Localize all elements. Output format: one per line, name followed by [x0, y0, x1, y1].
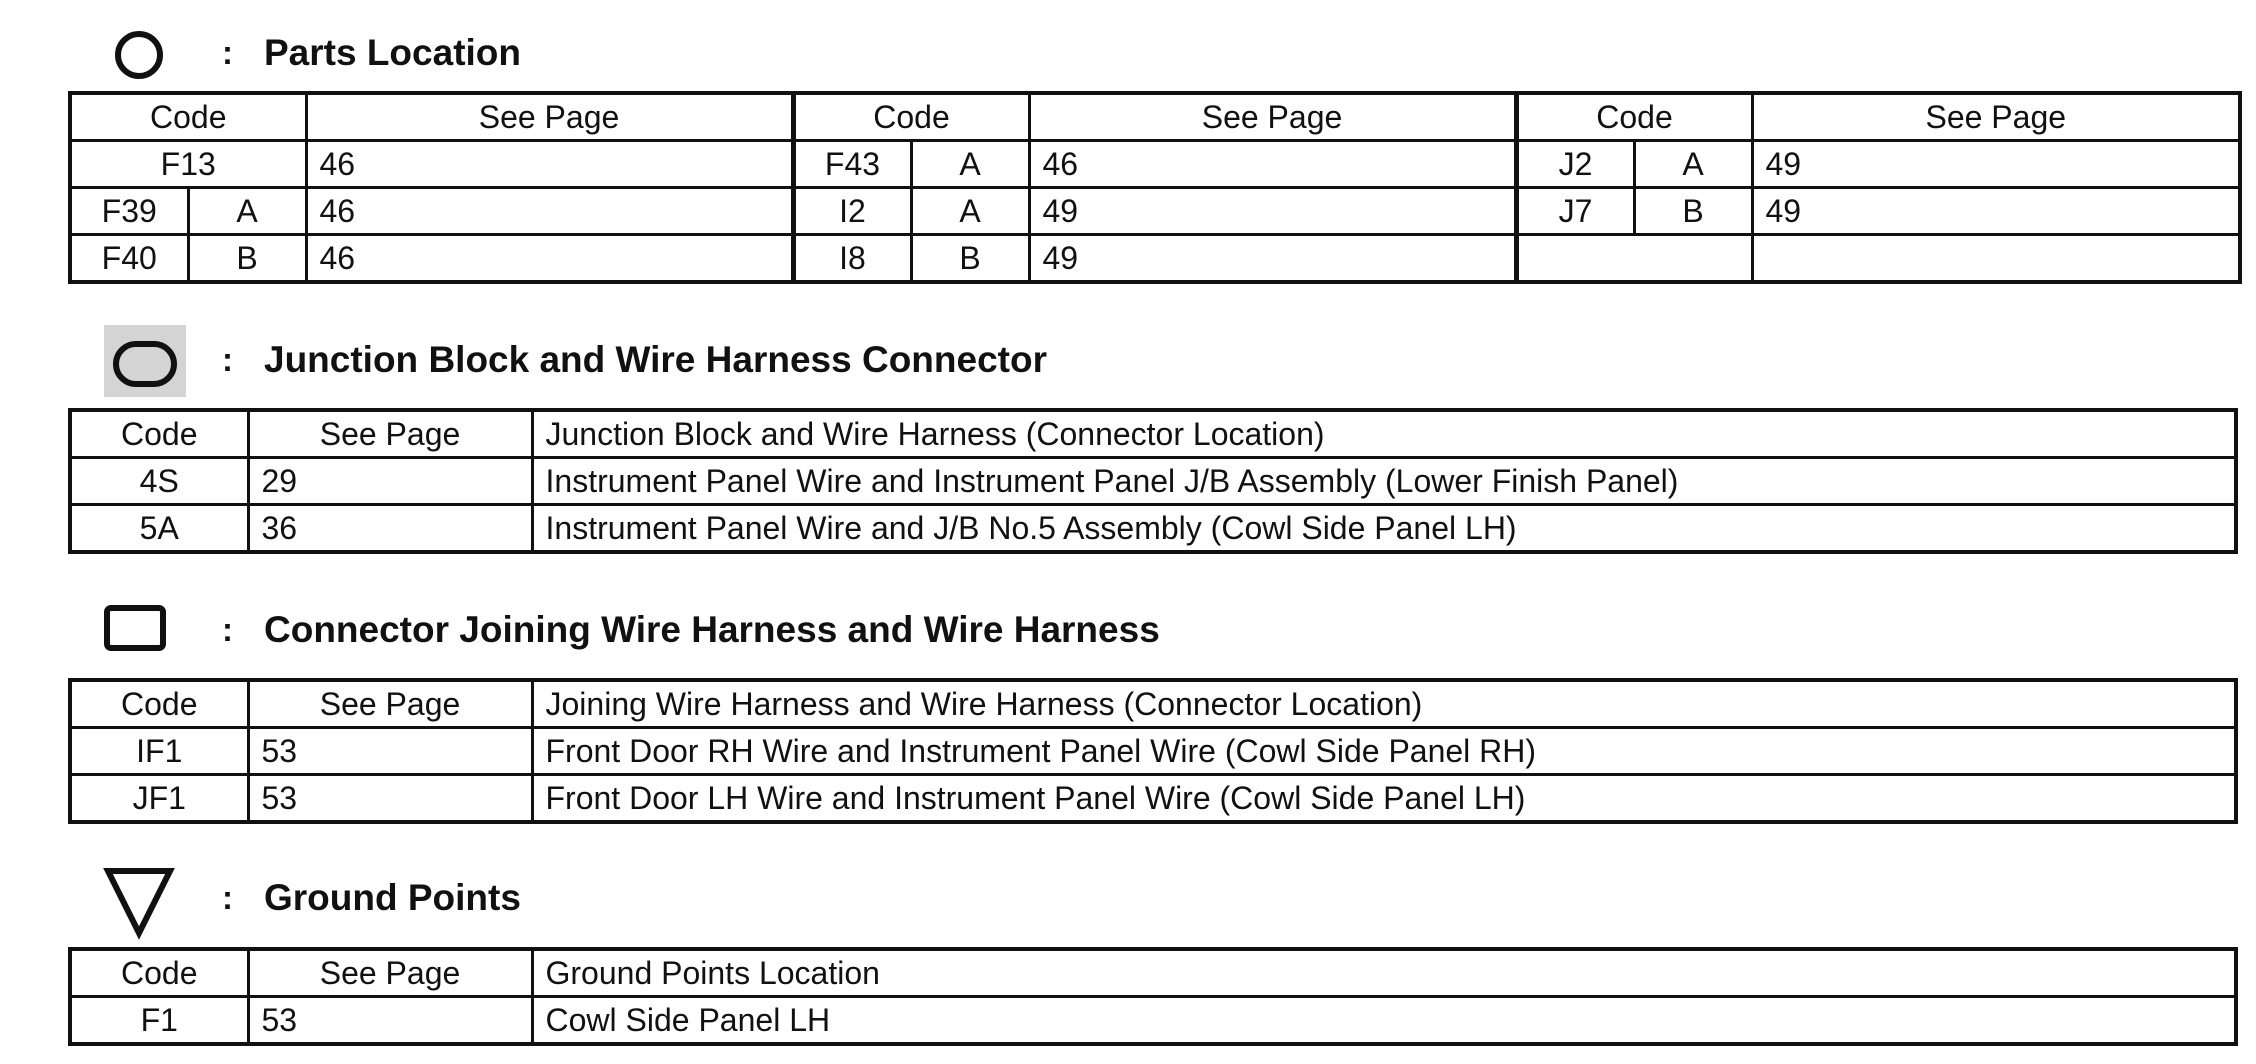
ground-code: F1	[70, 997, 248, 1045]
location-description: Instrument Panel Wire and Instrument Panel J/B Assembly (Lower Finish Panel)	[532, 458, 2236, 505]
connector-code: 5A	[70, 505, 248, 553]
connector-code: 4S	[70, 458, 248, 505]
see-page-link[interactable]: 36	[248, 505, 532, 553]
empty-cell	[1752, 235, 2240, 283]
part-code: F13	[70, 141, 306, 188]
parts-location-heading	[0, 10, 2256, 100]
part-sub-code: B	[188, 235, 306, 283]
part-sub-code: B	[911, 235, 1029, 283]
header-code: Code	[70, 93, 306, 141]
part-code: J7	[1516, 188, 1634, 235]
see-page-link[interactable]: 49	[1029, 235, 1516, 283]
location-description: Cowl Side Panel LH	[532, 997, 2236, 1045]
table-row	[70, 775, 2236, 823]
part-sub-code: A	[188, 188, 306, 235]
heading-colon: :	[222, 879, 233, 916]
part-code: J2	[1516, 141, 1634, 188]
junction-block-heading	[0, 313, 2256, 403]
table-row	[70, 505, 2236, 553]
see-page-link[interactable]: 29	[248, 458, 532, 505]
header-see-page: See Page	[248, 949, 532, 997]
part-sub-code: A	[911, 188, 1029, 235]
parts-location-table	[68, 91, 2242, 284]
see-page-link[interactable]: 46	[306, 235, 793, 283]
table-header-row	[70, 410, 2236, 458]
table-header-row	[70, 93, 2240, 141]
header-code: Code	[1516, 93, 1752, 141]
connector-joining-table	[68, 678, 2238, 824]
see-page-link[interactable]: 53	[248, 728, 532, 775]
see-page-link[interactable]: 49	[1752, 141, 2240, 188]
header-see-page: See Page	[1029, 93, 1516, 141]
table-row	[70, 235, 2240, 283]
table-row	[70, 458, 2236, 505]
see-page-link[interactable]: 49	[1752, 188, 2240, 235]
see-page-link[interactable]: 46	[1029, 141, 1516, 188]
ground-points-table	[68, 947, 2238, 1046]
section-title: Ground Points	[264, 877, 521, 918]
header-see-page: See Page	[248, 680, 532, 728]
table-header-row	[70, 949, 2236, 997]
table-row	[70, 728, 2236, 775]
header-see-page: See Page	[306, 93, 793, 141]
part-code: F39	[70, 188, 188, 235]
heading-colon: :	[222, 341, 233, 378]
see-page-link[interactable]: 53	[248, 997, 532, 1045]
location-description: Front Door RH Wire and Instrument Panel Wire (Cowl Side Panel RH)	[532, 728, 2236, 775]
ground-points-heading	[0, 851, 2256, 941]
rectangle-icon	[100, 583, 190, 673]
table-row	[70, 141, 2240, 188]
section-title: Junction Block and Wire Harness Connector	[264, 339, 1047, 380]
section-title: Connector Joining Wire Harness and Wire Harness	[264, 609, 1160, 650]
header-description: Ground Points Location	[532, 949, 2236, 997]
part-code: I8	[793, 235, 911, 283]
part-sub-code: A	[911, 141, 1029, 188]
section-title: Parts Location	[264, 32, 521, 73]
see-page-link[interactable]: 46	[306, 188, 793, 235]
empty-cell	[1516, 235, 1752, 283]
see-page-link[interactable]: 53	[248, 775, 532, 823]
connector-code: IF1	[70, 728, 248, 775]
header-description: Junction Block and Wire Harness (Connector Location)	[532, 410, 2236, 458]
see-page-link[interactable]: 46	[306, 141, 793, 188]
part-code: I2	[793, 188, 911, 235]
see-page-link[interactable]: 49	[1029, 188, 1516, 235]
part-code: F43	[793, 141, 911, 188]
rounded-rectangle-icon	[104, 316, 194, 406]
connector-joining-heading	[0, 583, 2256, 673]
heading-colon: :	[222, 611, 233, 648]
header-description: Joining Wire Harness and Wire Harness (Connector Location)	[532, 680, 2236, 728]
table-row	[70, 997, 2236, 1045]
triangle-down-icon	[100, 855, 190, 945]
junction-block-table	[68, 408, 2238, 554]
part-sub-code: B	[1634, 188, 1752, 235]
table-row	[70, 188, 2240, 235]
part-code: F40	[70, 235, 188, 283]
header-see-page: See Page	[248, 410, 532, 458]
header-code: Code	[70, 949, 248, 997]
heading-colon: :	[222, 34, 233, 71]
location-description: Instrument Panel Wire and J/B No.5 Assembly (Cowl Side Panel LH)	[532, 505, 2236, 553]
header-code: Code	[793, 93, 1029, 141]
location-description: Front Door LH Wire and Instrument Panel Wire (Cowl Side Panel LH)	[532, 775, 2236, 823]
table-header-row	[70, 680, 2236, 728]
part-sub-code: A	[1634, 141, 1752, 188]
connector-code: JF1	[70, 775, 248, 823]
header-code: Code	[70, 410, 248, 458]
circle-icon	[104, 10, 194, 100]
header-see-page: See Page	[1752, 93, 2240, 141]
header-code: Code	[70, 680, 248, 728]
